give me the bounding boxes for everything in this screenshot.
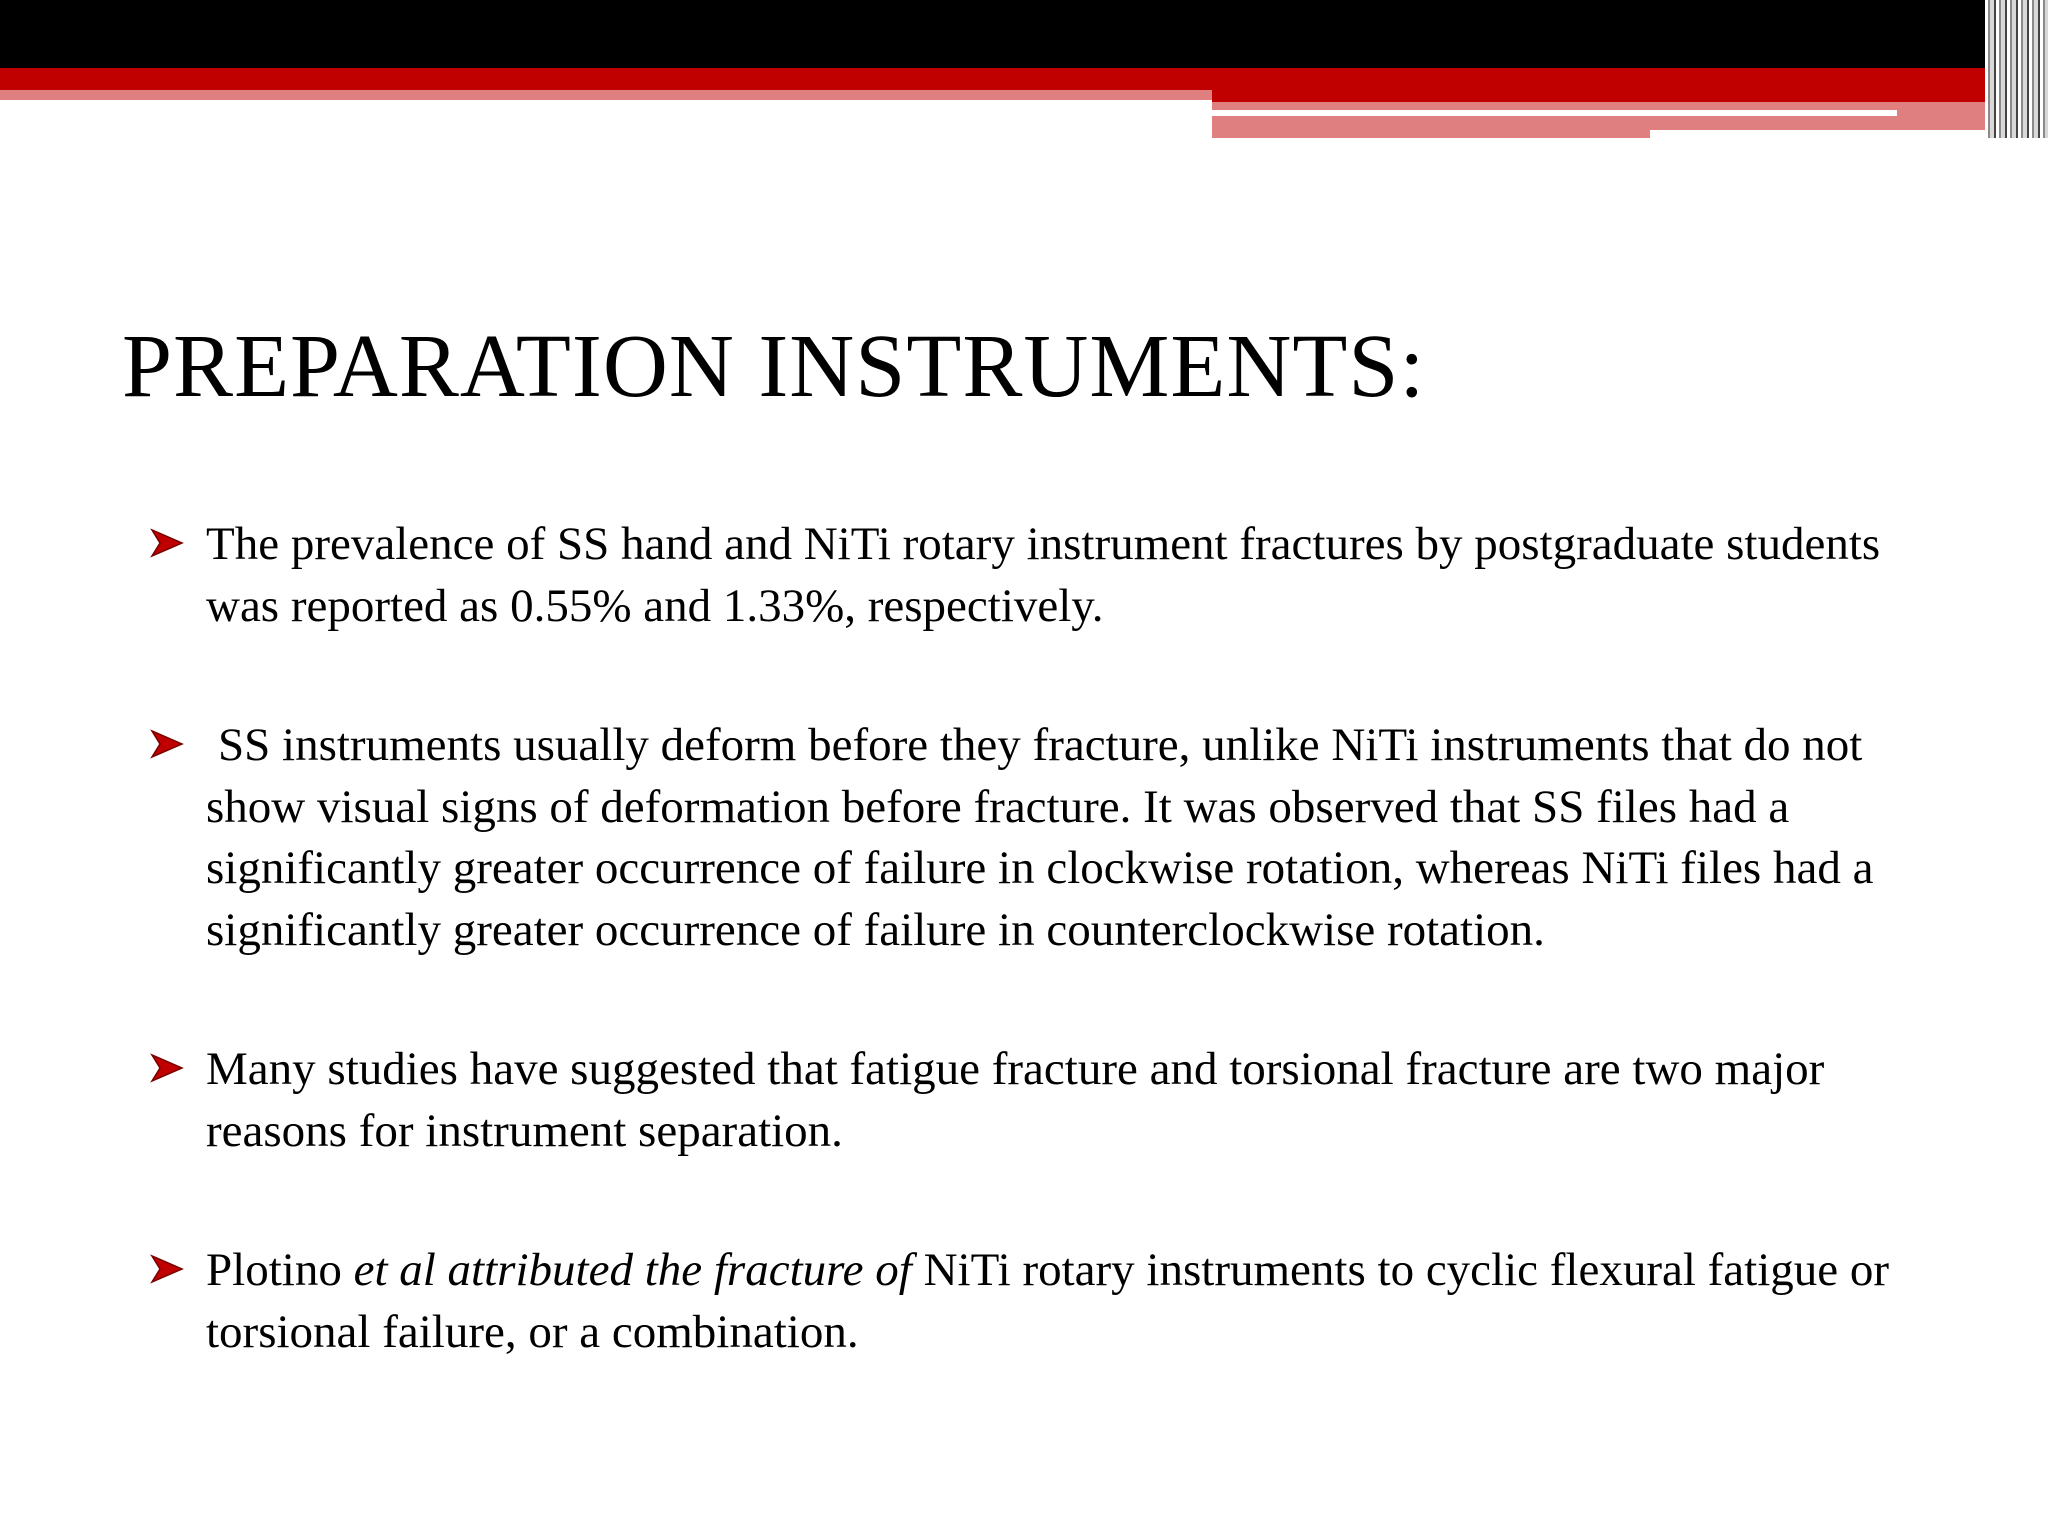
header-white-line xyxy=(1212,110,1897,116)
header-red-bar-right xyxy=(1212,90,2002,102)
header-white-line xyxy=(1650,130,2002,138)
bullet-item xyxy=(150,514,1930,637)
bullet-item xyxy=(150,1039,1930,1162)
bullet-item xyxy=(150,1240,1930,1363)
header-stripes-decoration xyxy=(1985,0,2048,138)
arrow-bullet-icon xyxy=(150,526,184,560)
header-black-bar xyxy=(0,0,2048,68)
arrow-bullet-icon xyxy=(150,1252,184,1286)
bullet-text: The prevalence of SS hand and NiTi rotary instrument fractures by postgraduate students was reported as 0.55% and 1.33%, respectively. xyxy=(206,518,1881,632)
bullet-list xyxy=(150,514,1930,1443)
bullet-text-italic: et al attributed the fracture of xyxy=(353,1244,912,1296)
arrow-bullet-icon xyxy=(150,1051,184,1085)
arrow-bullet-icon xyxy=(150,727,184,761)
header-red-bar xyxy=(0,68,2048,90)
bullet-text-end: NiTi rotary instruments to cyclic flexural fatigue or torsional failure, or a combination. xyxy=(206,1244,1890,1358)
bullet-text: Many studies have suggested that fatigue fracture and torsional fracture are two major reasons for instrument separation. xyxy=(206,1043,1825,1157)
bullet-text-start: Plotino xyxy=(206,1244,354,1296)
bullet-text: SS instruments usually deform before they fracture, unlike NiTi instruments that do not show visual signs of deformation before fracture. It was observed that SS files had a significantly greater occurrence of failure in clockwise rotation, whereas NiTi files had a significantly greater occurrence of failure in counterclockwise rotation. xyxy=(206,719,1874,956)
bullet-item xyxy=(150,715,1930,961)
header-pink-bar-left xyxy=(0,90,1212,100)
slide-title: PREPARATION INSTRUMENTS: xyxy=(122,317,1426,416)
